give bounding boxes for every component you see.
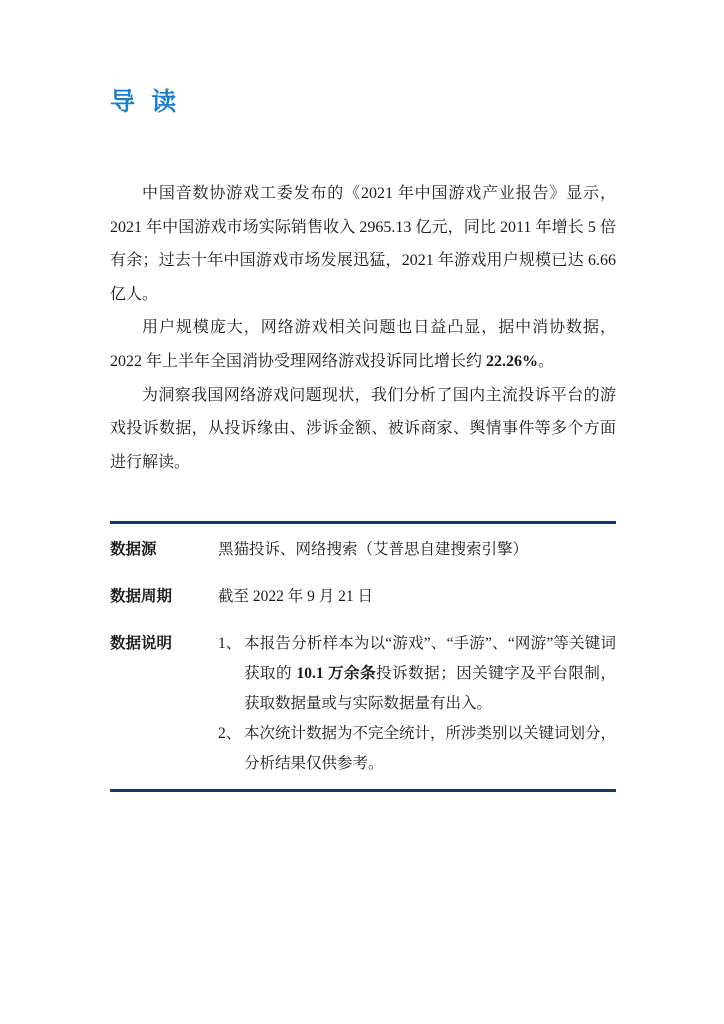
note-item-1 (218, 629, 616, 719)
paragraph-text: 中国音数协游戏工委发布的《2021 年中国游戏产业报告》显示，2021 年中国游戏市场实际销售收入 2965.13 亿元，同比 2011 年增长 5 倍有余；过去十年中国游戏市场发展迅猛，2021 年游戏用户规模已达 6.66 亿人。 (110, 185, 616, 303)
page-title: 导 读 (110, 89, 178, 116)
row-label: 数据说明 (110, 635, 173, 653)
row-value: 黑猫投诉、网络搜索（艾普思自建搜索引擎） (218, 541, 529, 559)
sample-size-bold-value: 10.1 万余条 (296, 665, 377, 683)
row-value: 截至 2022 年 9 月 21 日 (218, 588, 374, 606)
note-number: 2、 (218, 725, 242, 743)
row-label: 数据源 (110, 541, 157, 559)
row-label: 数据周期 (110, 588, 173, 606)
table-row-data-source (110, 535, 616, 565)
note-text (244, 719, 616, 779)
note-text-segment: 本报告分析样本为以“游戏”、“手游”、“网游”等关键词获取的 (244, 635, 616, 683)
data-notes-table (110, 521, 616, 792)
intro-text-block (110, 177, 616, 479)
note-text-segment: 投诉数据；因关键字及平台限制，获取数据量或与实际数据量有出入。 (244, 665, 616, 713)
note-text-segment: 本次统计数据为不完全统计，所涉类别以关键词划分，分析结果仅供参考。 (244, 725, 617, 773)
table-row-data-notes (110, 629, 616, 779)
intro-paragraph-2 (110, 311, 616, 378)
paragraph-text: 为洞察我国网络游戏问题现状，我们分析了国内主流投诉平台的游戏投诉数据，从投诉缘由、涉诉金额、被诉商家、舆情事件等多个方面进行解读。 (110, 386, 616, 471)
growth-rate-bold-value: 22.26% (486, 352, 539, 370)
row-value (218, 629, 616, 779)
paragraph-text: 。 (538, 352, 555, 370)
note-item-2 (218, 719, 616, 779)
table-row-data-period (110, 582, 616, 612)
intro-paragraph-3 (110, 379, 616, 480)
intro-paragraph-1 (110, 177, 616, 311)
note-number: 1、 (218, 635, 242, 653)
paragraph-text: 用户规模庞大，网络游戏相关问题也日益凸显，据中消协数据，2022 年上半年全国消协受理网络游戏投诉同比增长约 (110, 319, 616, 370)
note-text (244, 629, 616, 719)
